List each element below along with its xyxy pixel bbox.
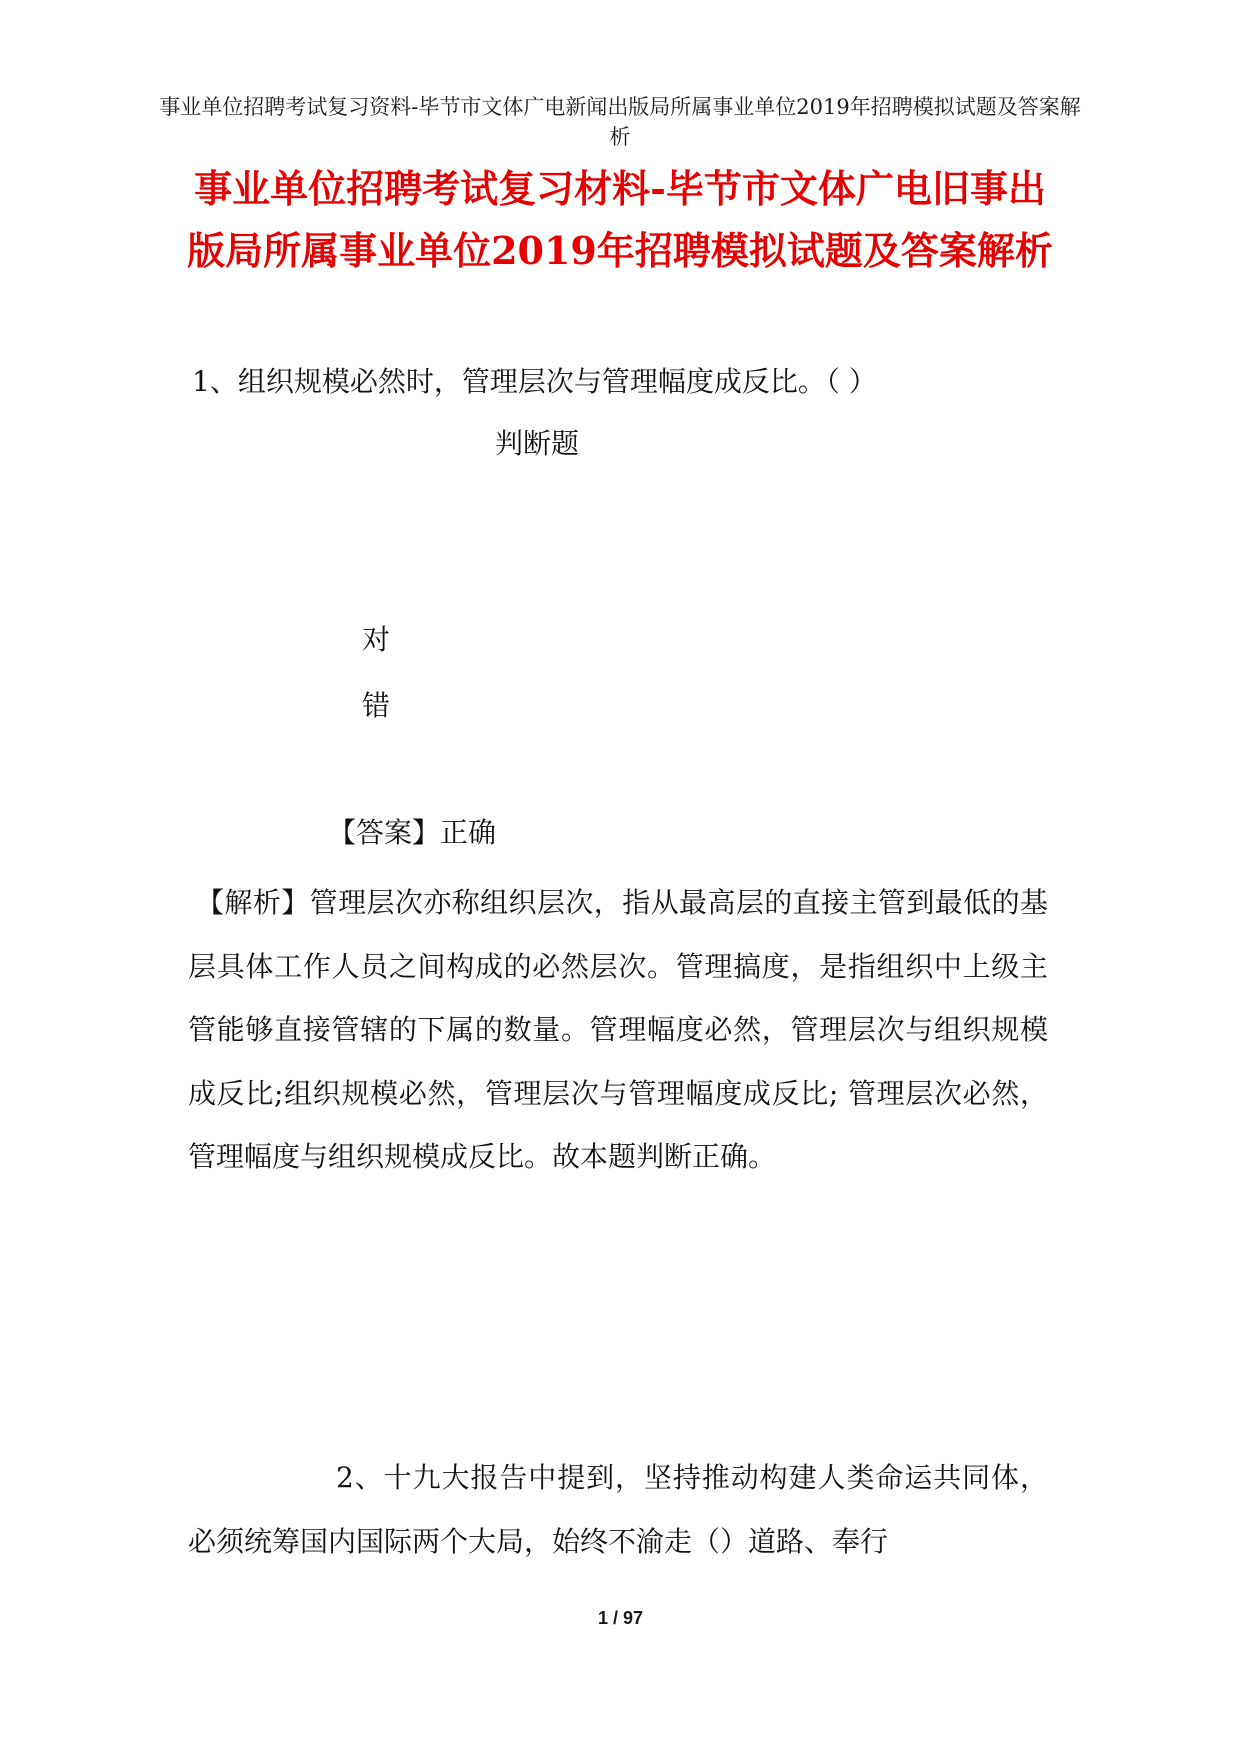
running-header: 事业单位招聘考试复习资料-毕节市文体广电新闻出版局所属事业单位2019年招聘模拟试题及答案解析	[159, 95, 1081, 149]
question-2-stem: 2、十九大报告中提到，坚持推动构建人类命运共同体，必须统筹国内国际两个大局，始终不渝走（）道路、奉行	[188, 1461, 1048, 1558]
question-1-stem: 1、组织规模必然时，管理层次与管理幅度成反比。（ ）	[192, 365, 877, 398]
document-title: 事业单位招聘考试复习材料-毕节市文体广电旧事出版局所属事业单位2019年招聘模拟试题及答案解析	[187, 166, 1053, 273]
question-type-label: 判断题	[495, 427, 580, 460]
option-true: 对	[362, 623, 391, 656]
analysis-paragraph: 【解析】管理层次亦称组织层次，指从最高层的直接主管到最低的基层具体工作人员之间构成的必然层次。管理搞度，是指组织中上级主管能够直接管辖的下属的数量。管理幅度必然，管理层次与组织规模成反比;组织规模必然，管理层次与管理幅度成反比; 管理层次必然，管理幅度与组织规模成反比。故本题判断正确。	[188, 886, 1048, 1173]
answer-line: 【答案】正确	[328, 816, 497, 849]
page-number: 1 / 97	[597, 1608, 644, 1628]
option-false: 错	[362, 689, 391, 722]
